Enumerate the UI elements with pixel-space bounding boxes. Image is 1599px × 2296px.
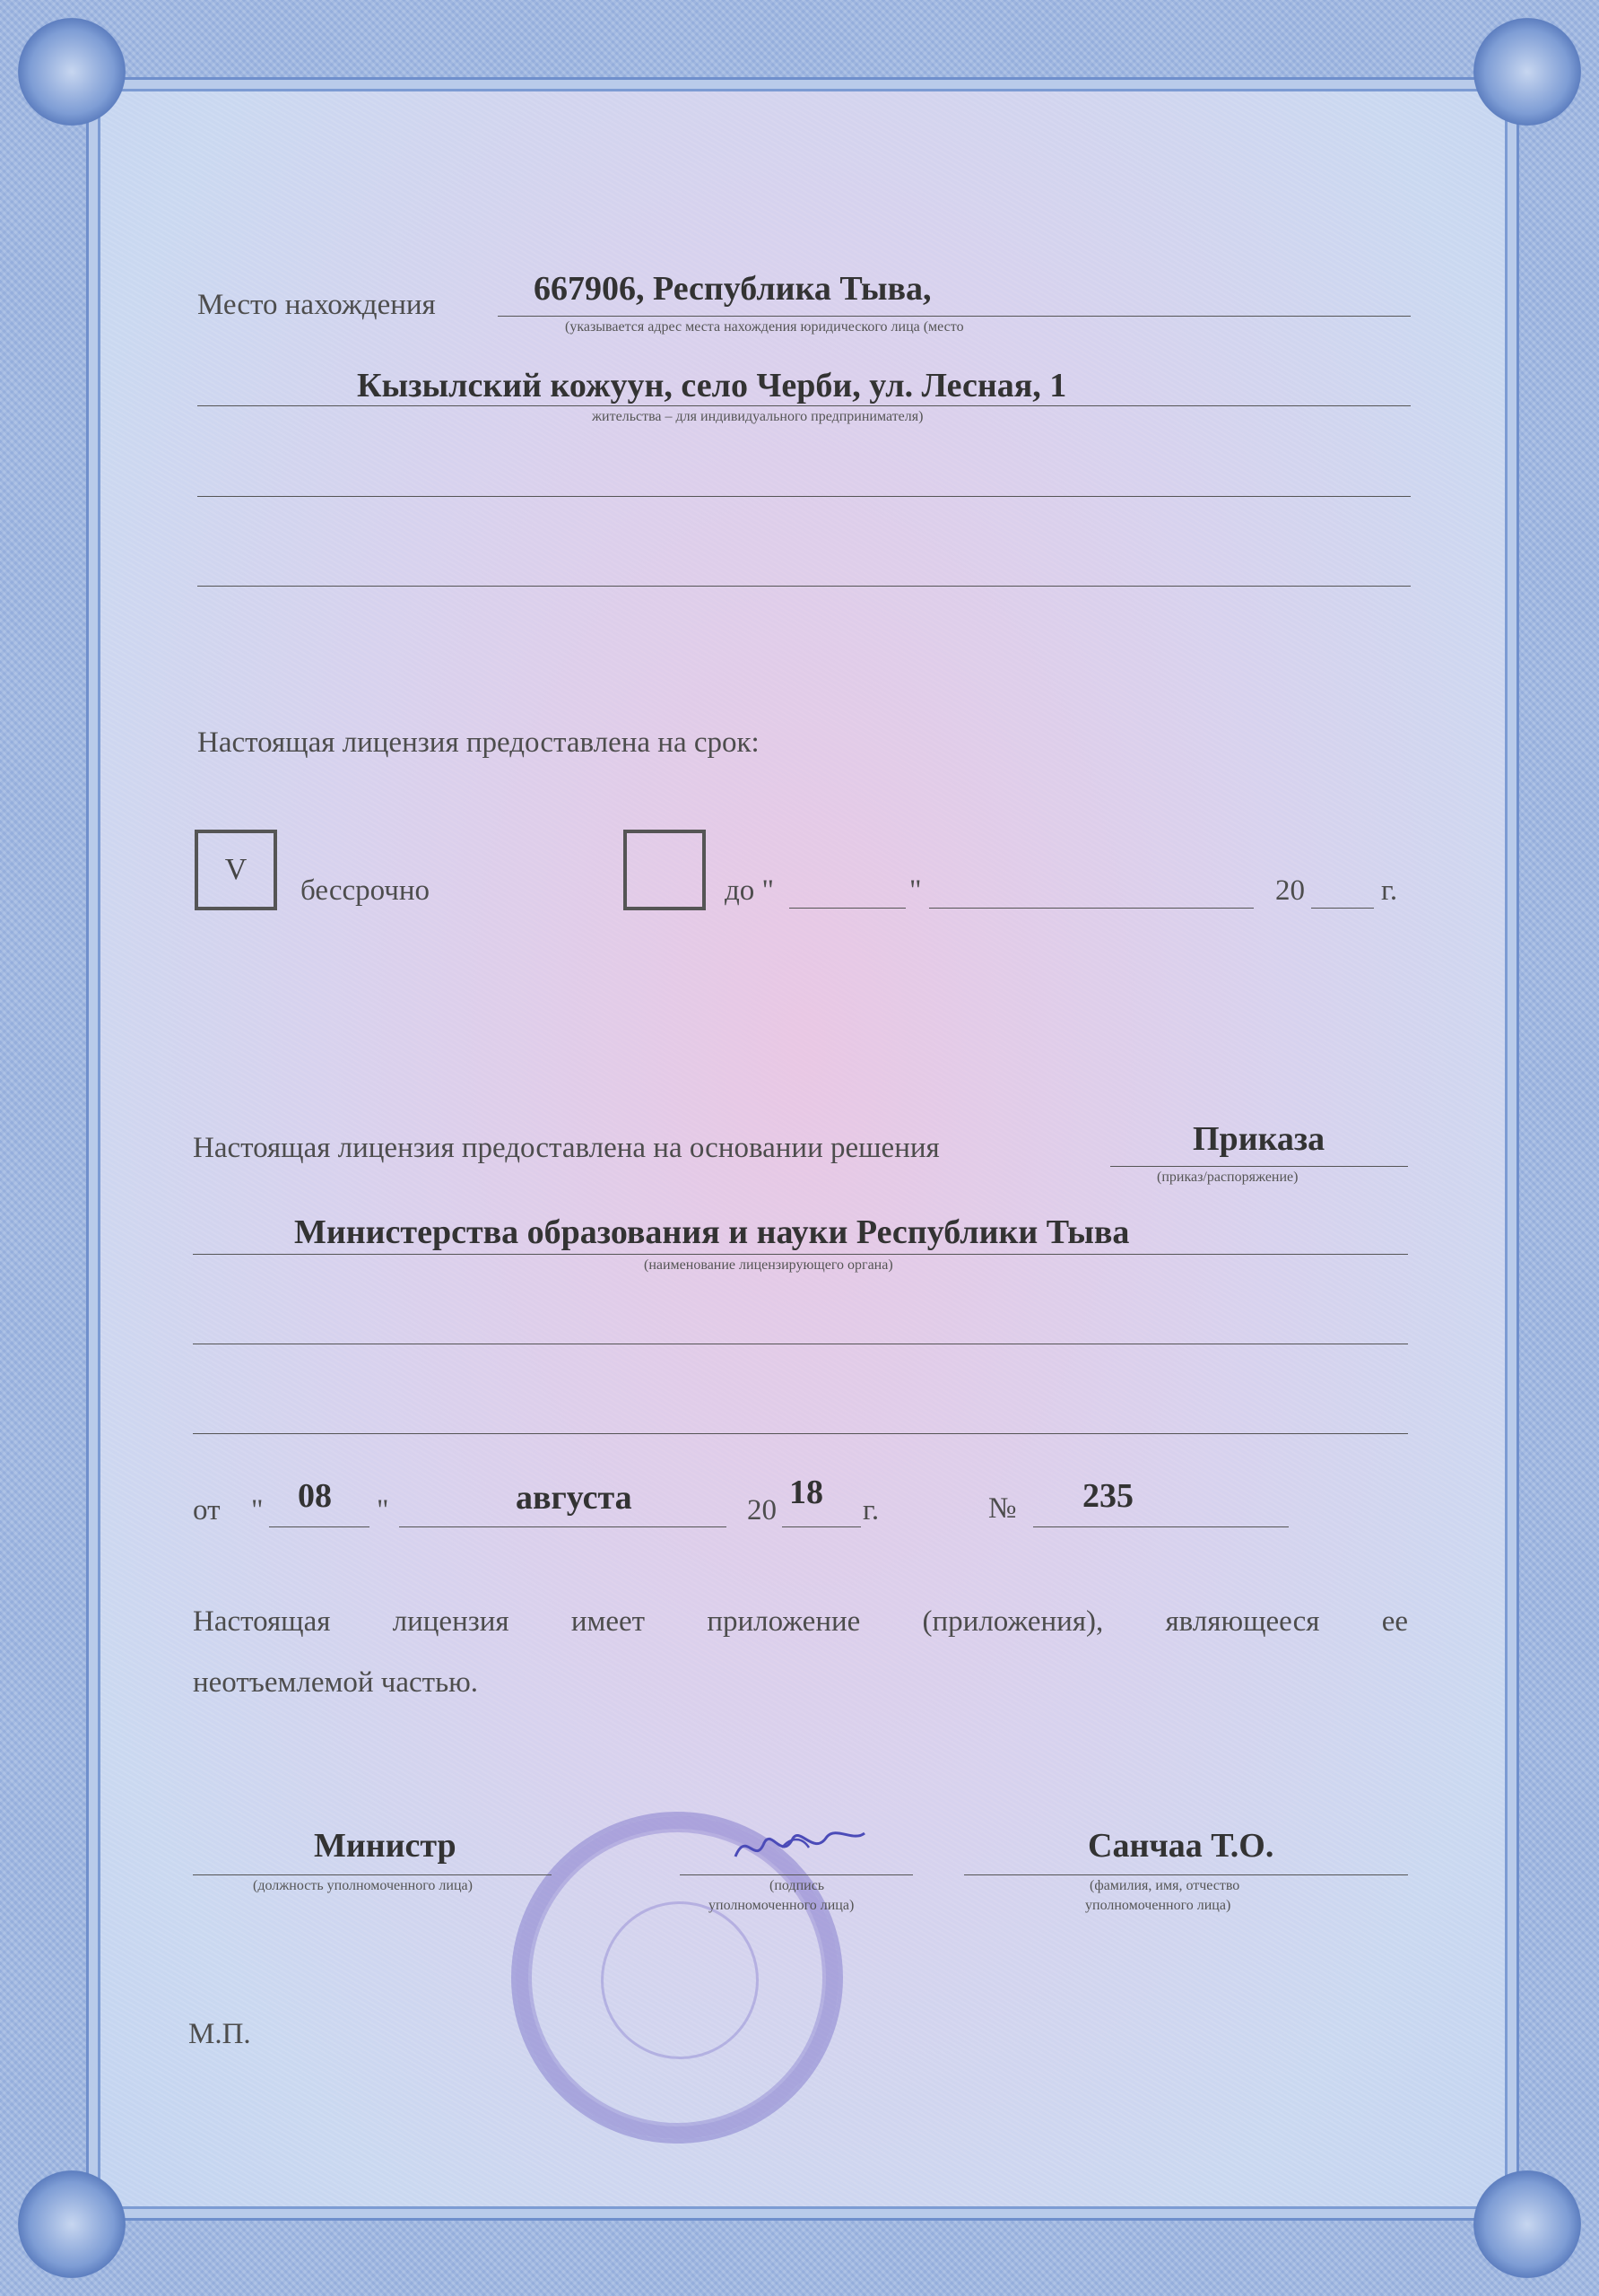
address-line-2 xyxy=(197,405,1411,406)
name-hint-1: (фамилия, имя, отчество xyxy=(1090,1878,1240,1893)
until-day-line xyxy=(789,908,906,909)
handwritten-signature-icon xyxy=(728,1821,872,1874)
until-month-line xyxy=(929,908,1254,909)
until-label: до " xyxy=(725,874,775,907)
address-line-1 xyxy=(498,316,1411,317)
until-year-line xyxy=(1311,908,1374,909)
basis-label: Настоящая лицензия предоставлена на основании решения xyxy=(193,1132,940,1164)
date-day: 08 xyxy=(298,1477,332,1515)
appendix-line-1: Настоящая лицензия имеет приложение (приложения), являющееся ее xyxy=(193,1605,1408,1638)
signature-hint-2: уполномоченного лица) xyxy=(708,1898,855,1913)
date-month-line xyxy=(399,1526,726,1527)
position-value: Министр xyxy=(314,1827,456,1865)
date-year-line xyxy=(782,1526,861,1527)
signature-hint-1: (подпись xyxy=(769,1878,825,1893)
decision-hint: (приказ/распоряжение) xyxy=(1157,1170,1299,1185)
position-hint: (должность уполномоченного лица) xyxy=(253,1878,473,1893)
date-from-label: от xyxy=(193,1494,221,1526)
basis-line-4 xyxy=(193,1433,1408,1434)
name-hint-2: уполномоченного лица) xyxy=(1085,1898,1231,1913)
until-year-prefix: 20 xyxy=(1275,874,1305,907)
date-year: 18 xyxy=(789,1474,823,1511)
authority-hint: (наименование лицензирующего органа) xyxy=(644,1257,893,1273)
order-number: 235 xyxy=(1082,1477,1134,1515)
until-year-suffix: г. xyxy=(1381,874,1398,907)
name-value: Санчаа Т.О. xyxy=(1088,1827,1274,1865)
appendix-line-2: неотъемлемой частью. xyxy=(193,1666,479,1699)
seal-place-label: М.П. xyxy=(188,2018,251,2050)
address-value-1: 667906, Республика Тыва, xyxy=(534,270,932,308)
number-sign: № xyxy=(988,1492,1017,1525)
checkbox-until-date[interactable] xyxy=(623,830,706,910)
signature-line xyxy=(680,1874,913,1875)
address-value-2: Кызылский кожуун, село Черби, ул. Лесная, 1 xyxy=(357,367,1067,404)
date-quote-close: " xyxy=(377,1494,389,1526)
checkbox-mark: V xyxy=(224,853,248,886)
date-day-line xyxy=(269,1526,369,1527)
until-quote-close: " xyxy=(909,874,922,907)
name-line xyxy=(964,1874,1408,1875)
date-year-prefix: 20 xyxy=(747,1494,777,1526)
address-line-3 xyxy=(197,496,1411,497)
term-label: Настоящая лицензия предоставлена на срок: xyxy=(197,726,760,759)
date-year-suffix: г. xyxy=(863,1494,880,1526)
authority-line xyxy=(193,1254,1408,1255)
address-hint-1: (указывается адрес места нахождения юридического лица (место xyxy=(565,319,964,335)
authority-value: Министерства образования и науки Республики Тыва xyxy=(294,1213,1130,1251)
address-line-4 xyxy=(197,586,1411,587)
checkbox-unlimited[interactable] xyxy=(195,830,277,910)
position-line xyxy=(193,1874,552,1875)
seal-emblem-icon xyxy=(601,1901,759,2059)
number-line xyxy=(1033,1526,1289,1527)
decision-line xyxy=(1110,1166,1408,1167)
unlimited-label: бессрочно xyxy=(300,874,430,907)
decision-value: Приказа xyxy=(1193,1120,1325,1158)
date-month: августа xyxy=(516,1479,632,1517)
address-label: Место нахождения xyxy=(197,289,436,321)
address-hint-2: жительства – для индивидуального предпринимателя) xyxy=(592,409,924,424)
date-quote-open: " xyxy=(251,1494,264,1526)
